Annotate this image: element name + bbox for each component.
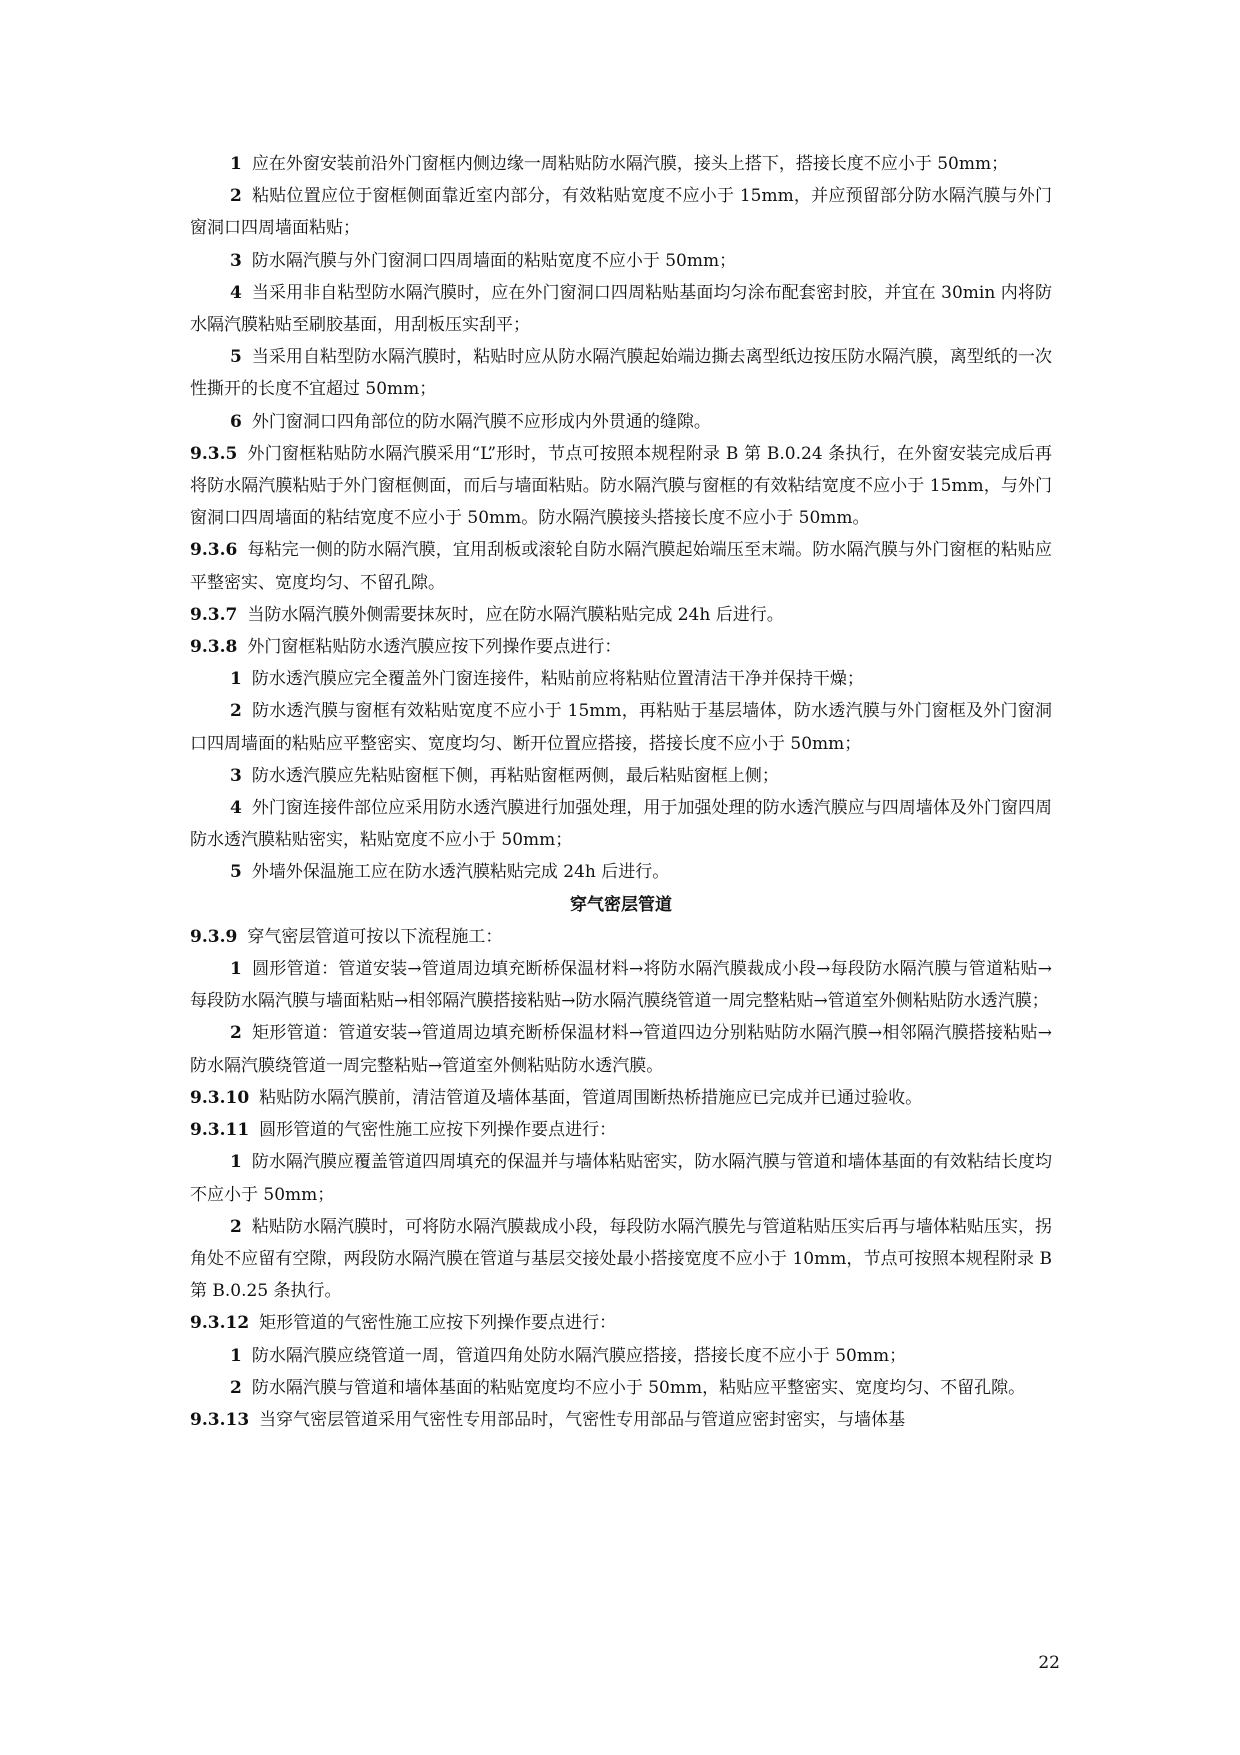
- item-number: 2: [230, 1216, 242, 1237]
- paragraph-text: 圆形管道的气密性施工应按下列操作要点进行：: [259, 1120, 617, 1141]
- item-number: 6: [230, 411, 242, 432]
- section-heading: 穿气密层管道: [570, 894, 672, 915]
- paragraph-text: 应在外窗安装前沿外门窗框内侧边缘一周粘贴防水隔汽膜，接头上搭下，搭接长度不应小于 50mm；: [251, 154, 1009, 174]
- list-item: [190, 245, 1052, 277]
- page-content: [190, 148, 1052, 1436]
- clause-number: 9.3.5: [190, 443, 238, 464]
- list-item: [190, 953, 1052, 1017]
- paragraph-text: 穿气密层管道可按以下流程施工：: [247, 926, 503, 947]
- list-item: [190, 1017, 1052, 1081]
- paragraph-text: 外墙外保温施工应在防水透汽膜粘贴完成 24h 后进行。: [251, 862, 670, 883]
- page-number: 22: [1038, 1653, 1060, 1673]
- clause-paragraph: [190, 534, 1052, 598]
- list-item: [190, 1146, 1052, 1210]
- paragraph-text: 外门窗洞口四角部位的防水隔汽膜不应形成内外贯通的缝隙。: [251, 411, 711, 432]
- paragraph-text: 粘贴防水隔汽膜时，可将防水隔汽膜裁成小段，每段防水隔汽膜先与管道粘贴压实后再与墙体粘贴压实，拐角处不应留有空隙，两段防水隔汽膜在管道与基层交接处最小搭接宽度不应小于 10mm，节点可按照本规程附录 B 第 B.0.25 条执行。: [190, 1216, 1052, 1302]
- item-number: 3: [230, 250, 242, 271]
- paragraph-text: 粘贴防水隔汽膜前，清洁管道及墙体基面，管道周围断热桥措施应已完成并已通过验收。: [259, 1087, 923, 1108]
- clause-number: 9.3.10: [190, 1087, 250, 1108]
- item-number: 4: [230, 282, 242, 303]
- item-number: 1: [230, 154, 242, 174]
- paragraph-text: 每粘完一侧的防水隔汽膜，宜用刮板或滚轮自防水隔汽膜起始端压至末端。防水隔汽膜与外门窗框的粘贴应平整密实、宽度均匀、不留孔隙。: [190, 540, 1052, 593]
- list-item: [190, 1211, 1052, 1308]
- item-number: 2: [230, 701, 242, 722]
- paragraph-text: 圆形管道：管道安装→管道周边填充断桥保温材料→将防水隔汽膜裁成小段→每段防水隔汽膜与管道粘贴→每段防水隔汽膜与墙面粘贴→相邻隔汽膜搭接粘贴→防水隔汽膜绕管道一周完整粘贴→管道室外侧粘贴防水透汽膜；: [190, 959, 1052, 1012]
- item-number: 1: [230, 669, 242, 690]
- paragraph-text: 防水透汽膜与窗框有效粘贴宽度不应小于 15mm，再粘贴于基层墙体，防水透汽膜与外门窗框及外门窗洞口四周墙面的粘贴应平整密实、宽度均匀、断开位置应搭接，搭接长度不应小于 50mm；: [190, 701, 1052, 754]
- clause-number: 9.3.7: [190, 604, 238, 625]
- clause-paragraph: [190, 1404, 1052, 1436]
- list-item: [190, 406, 1052, 438]
- clause-paragraph: [190, 921, 1052, 953]
- list-item: [190, 341, 1052, 405]
- paragraph-text: 防水隔汽膜与外门窗洞口四周墙面的粘贴宽度不应小于 50mm；: [251, 250, 737, 271]
- list-item: [190, 1372, 1052, 1404]
- list-item: [190, 856, 1052, 888]
- paragraph-text: 防水透汽膜应先粘贴窗框下侧，再粘贴窗框两侧，最后粘贴窗框上侧；: [251, 765, 779, 786]
- item-number: 4: [230, 798, 242, 819]
- clause-paragraph: [190, 1082, 1052, 1114]
- list-item: [190, 180, 1052, 244]
- item-number: 2: [230, 1023, 242, 1044]
- list-item: [190, 695, 1052, 759]
- list-item: [190, 277, 1052, 341]
- list-item: [190, 792, 1052, 856]
- item-number: 1: [230, 1345, 242, 1366]
- paragraph-text: 防水透汽膜应完全覆盖外门窗连接件，粘贴前应将粘贴位置清洁干净并保持干燥；: [251, 669, 864, 690]
- list-item: [190, 1340, 1052, 1372]
- item-number: 2: [230, 1377, 242, 1398]
- paragraph-text: 当防水隔汽膜外侧需要抹灰时，应在防水隔汽膜粘贴完成 24h 后进行。: [247, 604, 784, 625]
- item-number: 3: [230, 765, 242, 786]
- paragraph-text: 矩形管道的气密性施工应按下列操作要点进行：: [259, 1313, 617, 1334]
- item-number: 5: [230, 862, 242, 883]
- clause-number: 9.3.13: [190, 1409, 250, 1430]
- list-item: [190, 663, 1052, 695]
- clause-paragraph: [190, 438, 1052, 535]
- paragraph-text: 粘贴位置应位于窗框侧面靠近室内部分，有效粘贴宽度不应小于 15mm，并应预留部分防水隔汽膜与外门窗洞口四周墙面粘贴；: [190, 186, 1052, 239]
- clause-number: 9.3.6: [190, 540, 238, 561]
- paragraph-text: 当采用非自粘型防水隔汽膜时，应在外门窗洞口四周粘贴基面均匀涂布配套密封胶，并宜在 30min 内将防水隔汽膜粘贴至刷胶基面，用刮板压实刮平；: [190, 282, 1052, 336]
- clause-paragraph: [190, 1307, 1052, 1339]
- paragraph-text: 当采用自粘型防水隔汽膜时，粘贴时应从防水隔汽膜起始端边撕去离型纸边按压防水隔汽膜，离型纸的一次性撕开的长度不宜超过 50mm；: [190, 347, 1052, 400]
- clause-number: 9.3.8: [190, 637, 238, 658]
- clause-number: 9.3.12: [190, 1313, 250, 1334]
- paragraph-text: 防水隔汽膜应绕管道一周，管道四角处防水隔汽膜应搭接，搭接长度不应小于 50mm；: [251, 1345, 907, 1366]
- item-number: 5: [230, 347, 242, 368]
- clause-paragraph: [190, 1114, 1052, 1146]
- clause-number: 9.3.11: [190, 1120, 250, 1141]
- item-number: 1: [230, 959, 242, 980]
- paragraph-text: 当穿气密层管道采用气密性专用部品时，气密性专用部品与管道应密封密实，与墙体基: [259, 1409, 906, 1430]
- paragraph-text: 外门窗框粘贴防水透汽膜应按下列操作要点进行：: [247, 637, 622, 658]
- list-item: [190, 760, 1052, 792]
- clause-paragraph: [190, 599, 1052, 631]
- clause-paragraph: [190, 631, 1052, 663]
- item-number: 2: [230, 186, 242, 207]
- item-number: 1: [230, 1152, 242, 1173]
- paragraph-text: 防水隔汽膜与管道和墙体基面的粘贴宽度均不应小于 50mm，粘贴应平整密实、宽度均匀、不留孔隙。: [251, 1377, 1026, 1398]
- list-item: [190, 148, 1052, 180]
- paragraph-text: 防水隔汽膜应覆盖管道四周填充的保温并与墙体粘贴密实，防水隔汽膜与管道和墙体基面的有效粘结长度均不应小于 50mm；: [190, 1152, 1052, 1205]
- paragraph-text: 外门窗连接件部位应采用防水透汽膜进行加强处理，用于加强处理的防水透汽膜应与四周墙体及外门窗四周防水透汽膜粘贴密实，粘贴宽度不应小于 50mm；: [190, 798, 1052, 851]
- clause-number: 9.3.9: [190, 926, 238, 947]
- paragraph-text: 外门窗框粘贴防水隔汽膜采用“L”形时，节点可按照本规程附录 B 第 B.0.24 条执行，在外窗安装完成后再将防水隔汽膜粘贴于外门窗框侧面，而后与墙面粘贴。防水隔汽膜与窗框的有效粘结宽度不应小于 15mm，与外门窗洞口四周墙面的粘结宽度不应小于 50mm。防水隔汽膜接头搭接长度不应小于 50mm。: [190, 443, 1052, 529]
- paragraph-text: 矩形管道：管道安装→管道周边填充断桥保温材料→管道四边分别粘贴防水隔汽膜→相邻隔汽膜搭接粘贴→防水隔汽膜绕管道一周完整粘贴→管道室外侧粘贴防水透汽膜。: [190, 1023, 1052, 1076]
